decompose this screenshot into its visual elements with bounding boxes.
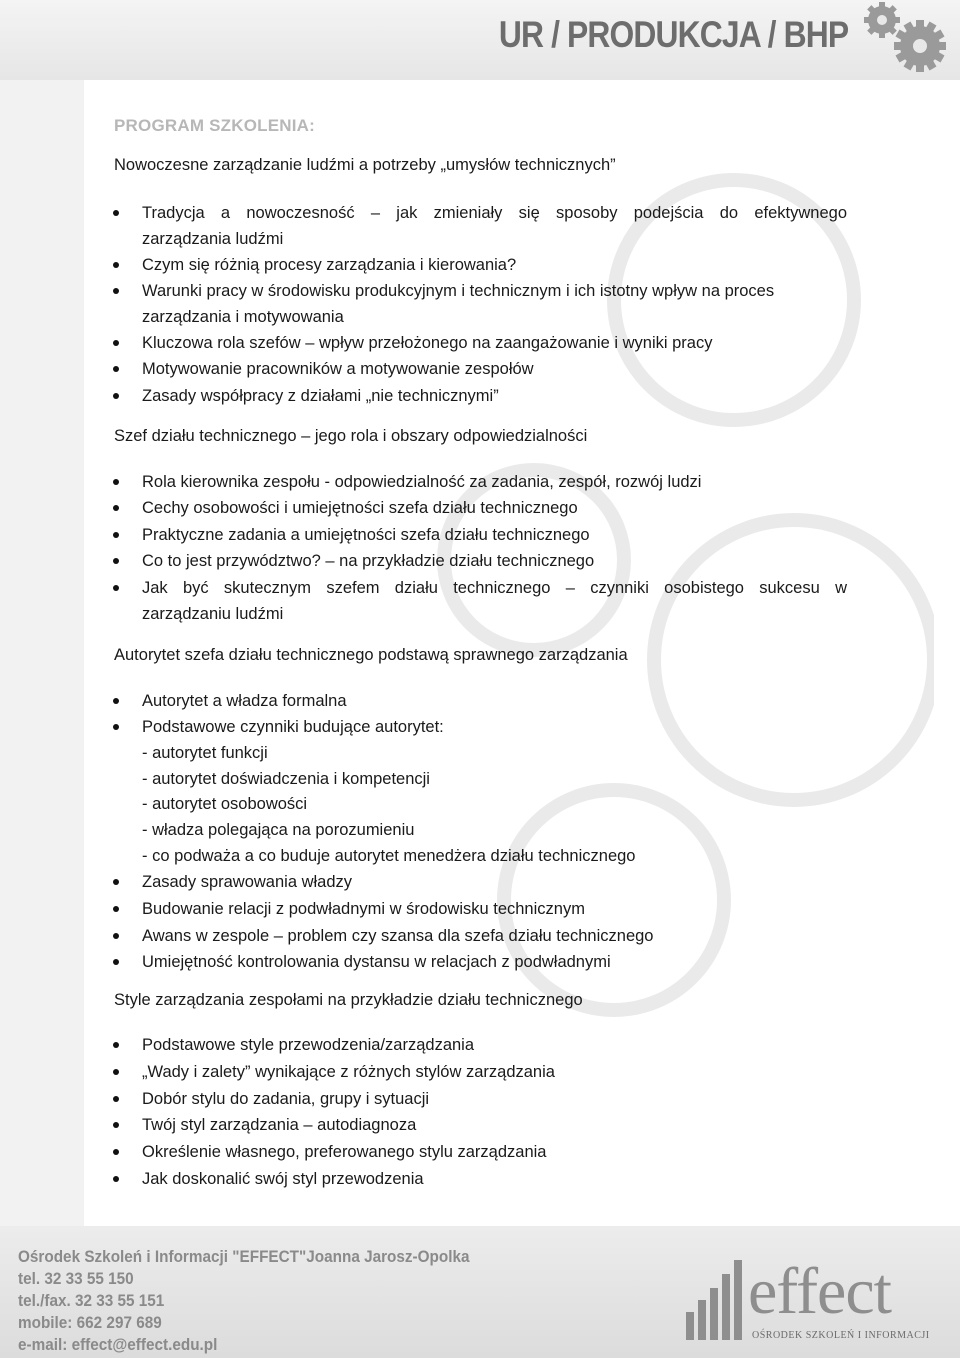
list-item: Określenie własnego, preferowanego stylu zarządzania bbox=[142, 1139, 847, 1165]
phone-number: tel. 32 33 55 150 bbox=[18, 1269, 134, 1288]
list-item: Twój styl zarządzania – autodiagnoza bbox=[142, 1112, 847, 1138]
list-item: Kluczowa rola szefów – wpływ przełożonego na zaangażowanie i wyniki pracy bbox=[142, 330, 847, 356]
list-item: Tradycja a nowoczesność – jak zmieniały się sposoby podejścia do efektywnego zarządzania ludźmi bbox=[142, 200, 847, 252]
program-content bbox=[84, 80, 960, 1226]
effect-logo bbox=[686, 1256, 936, 1356]
program-label: PROGRAM SZKOLENIA: bbox=[114, 116, 315, 135]
page-footer bbox=[0, 1226, 960, 1358]
section-title: Nowoczesne zarządzanie ludźmi a potrzeby „umysłów technicznych” bbox=[114, 156, 616, 174]
list-item: Podstawowe czynniki budujące autorytet: bbox=[142, 714, 847, 740]
page-header bbox=[0, 0, 960, 80]
list-item: Umiejętność kontrolowania dystansu w relacjach z podwładnymi bbox=[142, 949, 847, 975]
list-item: Jak być skutecznym szefem działu technicznego – czynniki osobistego sukcesu w zarządzaniu ludźmi bbox=[142, 575, 847, 627]
list-item: Rola kierownika zespołu - odpowiedzialność za zadania, zespół, rozwój ludzi bbox=[142, 469, 847, 495]
section-title: Szef działu technicznego – jego rola i obszary odpowiedzialności bbox=[114, 427, 588, 445]
bar-chart-logo-icon bbox=[686, 1260, 748, 1340]
list-item: Czym się różnią procesy zarządzania i kierowania? bbox=[142, 252, 847, 278]
logo-wordmark: effect bbox=[748, 1255, 891, 1328]
header-title: UR / PRODUKCJA / BHP bbox=[498, 14, 848, 55]
list-item: Jak doskonalić swój styl przewodzenia bbox=[142, 1166, 847, 1192]
list-item: Zasady sprawowania władzy bbox=[142, 869, 847, 895]
email-address: e-mail: effect@effect.edu.pl bbox=[18, 1335, 218, 1354]
list-item: - władza polegająca na porozumieniu bbox=[142, 821, 415, 839]
section-title: Autorytet szefa działu technicznego podstawą sprawnego zarządzania bbox=[114, 646, 628, 664]
mobile-number: mobile: 662 297 689 bbox=[18, 1313, 162, 1332]
list-item: - autorytet doświadczenia i kompetencji bbox=[142, 770, 430, 788]
list-item: Motywowanie pracowników a motywowanie zespołów bbox=[142, 356, 847, 382]
list-item: Autorytet a władza formalna bbox=[142, 688, 847, 714]
list-item: Budowanie relacji z podwładnymi w środowisku technicznym bbox=[142, 896, 847, 922]
list-item: „Wady i zalety” wynikające z różnych stylów zarządzania bbox=[142, 1059, 847, 1085]
list-item: Zasady współpracy z działami „nie technicznymi” bbox=[142, 383, 847, 409]
section-title: Style zarządzania zespołami na przykładzie działu technicznego bbox=[114, 991, 583, 1009]
list-item: Warunki pracy w środowisku produkcyjnym i technicznym i ich istotny wpływ na proces zarządzania i motywowania bbox=[142, 278, 847, 330]
contact-info bbox=[18, 1246, 470, 1356]
list-item: Dobór stylu do zadania, grupy i sytuacji bbox=[142, 1086, 847, 1112]
list-item: Praktyczne zadania a umiejętności szefa działu technicznego bbox=[142, 522, 847, 548]
gears-icon bbox=[862, 0, 952, 80]
logo-subtitle: OŚRODEK SZKOLEŃ I INFORMACJI bbox=[752, 1330, 930, 1341]
list-item: Co to jest przywództwo? – na przykładzie działu technicznego bbox=[142, 548, 847, 574]
list-item: - co podważa a co buduje autorytet menedżera działu technicznego bbox=[142, 847, 636, 865]
list-item: Podstawowe style przewodzenia/zarządzania bbox=[142, 1032, 847, 1058]
organization-name: Ośrodek Szkoleń i Informacji "EFFECT"Joanna Jarosz-Opolka bbox=[18, 1247, 470, 1266]
list-item: - autorytet funkcji bbox=[142, 744, 268, 762]
fax-number: tel./fax. 32 33 55 151 bbox=[18, 1291, 165, 1310]
list-item: Cechy osobowości i umiejętności szefa działu technicznego bbox=[142, 495, 847, 521]
list-item: Awans w zespole – problem czy szansa dla szefa działu technicznego bbox=[142, 923, 847, 949]
list-item: - autorytet osobowości bbox=[142, 795, 308, 813]
